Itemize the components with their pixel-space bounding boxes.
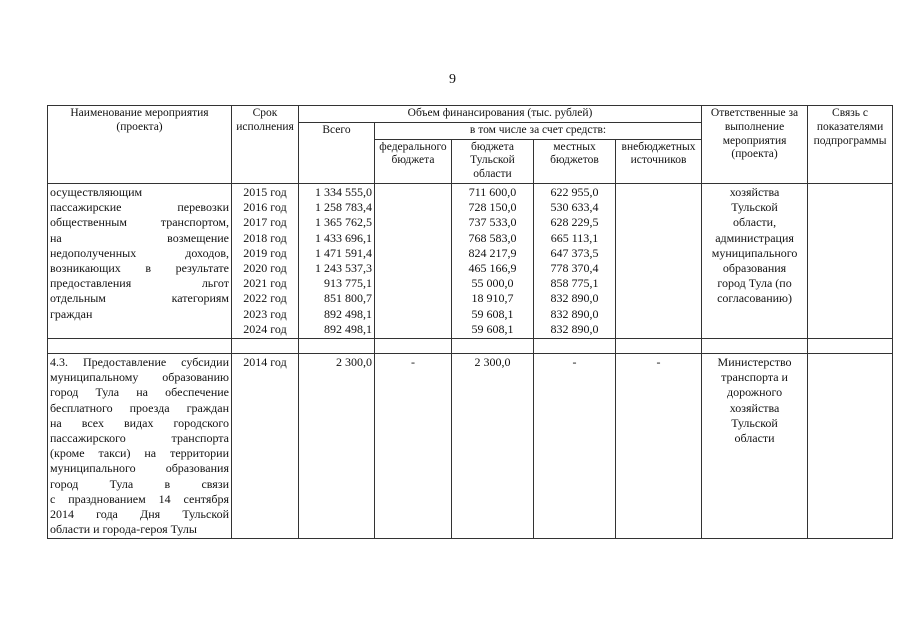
link-cell (808, 354, 893, 539)
total-cell: 2 300,0 (299, 354, 375, 539)
header-link: Связь с показателями подпрограммы (808, 106, 893, 184)
year-cell: 2014 год (232, 354, 299, 539)
measure-name-4-3: 4.3. Предоставление субсидии муниципальному образованию город Тула на обеспечение бесплатного проезда граждан на всех видах городского пассажирского транспорта (кроме такси) на территории муниципального образования город Тула в связи с празднованием 14 сентября 2014 года Дня Тульской области и города-героя Тулы (48, 354, 232, 539)
funding-table (47, 105, 893, 539)
responsible-cell: хозяйства Тульской области, администрация муниципального образования город Тула (по согласованию) (702, 183, 808, 338)
header-name: Наименование мероприятия (проекта) (48, 106, 232, 184)
header-responsible: Ответственные за выполнение мероприятия (проекта) (702, 106, 808, 184)
extra-cell (616, 183, 702, 338)
header-term: Срок исполнения (232, 106, 299, 184)
header-federal: федерального бюджета (375, 139, 452, 183)
table-row (48, 183, 893, 338)
table-row (48, 354, 893, 539)
regional-cell: 2 300,0 (452, 354, 534, 539)
header-total: Всего (299, 122, 375, 183)
header-local: местных бюджетов (534, 139, 616, 183)
local-list: 622 955,0 530 633,4 628 229,5 665 113,1 647 373,5 778 370,4 858 775,1 832 890,0 832 890,0 832 890,0 (534, 183, 616, 338)
header-regional: бюджета Тульской области (452, 139, 534, 183)
years-list: 2015 год 2016 год 2017 год 2018 год 2019 год 2020 год 2021 год 2022 год 2023 год 2024 год (232, 183, 299, 338)
local-cell: - (534, 354, 616, 539)
header-funding: Объем финансирования (тыс. рублей) (299, 106, 702, 123)
page-number: 9 (449, 72, 456, 87)
measure-name-continued: осуществляющим пассажирские перевозки общественным транспортом, на возмещение недополученных доходов, возникающих в результате предоставления льгот отдельным категориям граждан (48, 183, 232, 338)
link-cell (808, 183, 893, 338)
header-including: в том числе за счет средств: (375, 122, 702, 139)
responsible-cell: Министерство транспорта и дорожного хозяйства Тульской области (702, 354, 808, 539)
header-extra: внебюджетных источников (616, 139, 702, 183)
table-row-spacer (48, 339, 893, 354)
federal-cell (375, 183, 452, 338)
extra-cell: - (616, 354, 702, 539)
totals-list: 1 334 555,0 1 258 783,4 1 365 762,5 1 433 696,1 1 471 591,4 1 243 537,3 913 775,1 851 800,7 892 498,1 892 498,1 (299, 183, 375, 338)
regional-list: 711 600,0 728 150,0 737 533,0 768 583,0 824 217,9 465 166,9 55 000,0 18 910,7 59 608,1 59 608,1 (452, 183, 534, 338)
federal-cell: - (375, 354, 452, 539)
